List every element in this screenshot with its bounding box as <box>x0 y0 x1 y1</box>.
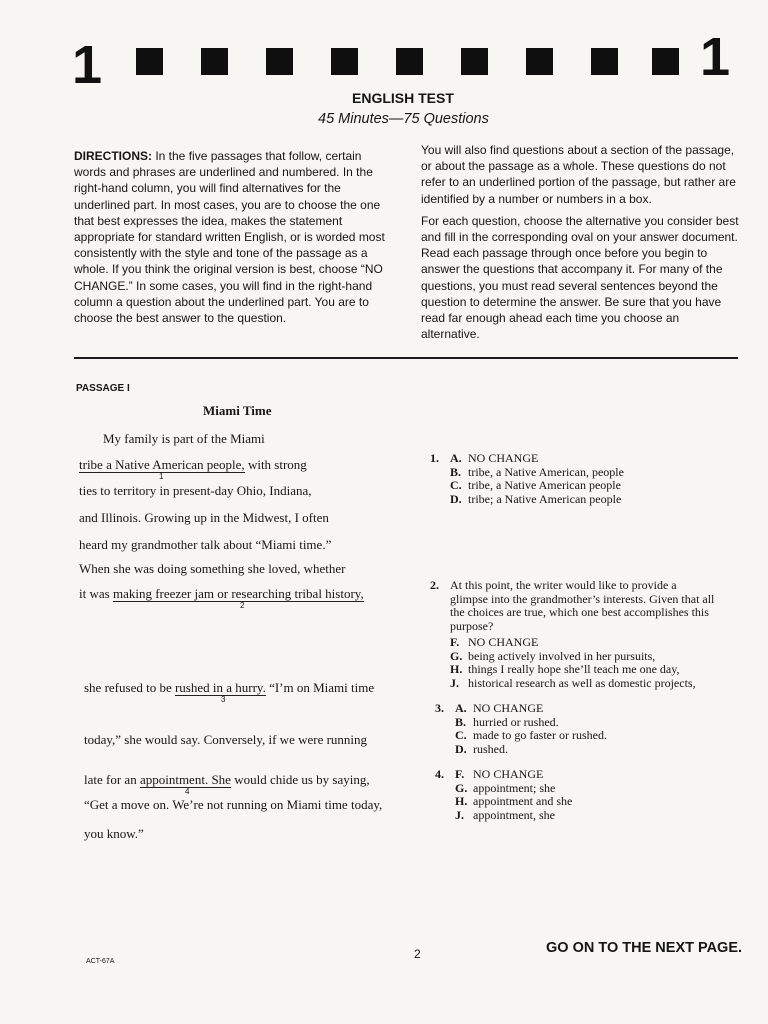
option-text[interactable]: tribe; a Native American people <box>468 491 622 506</box>
option-letter[interactable]: A. <box>455 701 467 715</box>
option-text[interactable]: appointment, she <box>473 807 555 822</box>
directions-right <box>421 142 739 348</box>
question-3 <box>435 702 607 756</box>
passage-line: and Illinois. Growing up in the Midwest, I often <box>79 510 329 525</box>
question-stem: glimpse into the grandmother’s interests. Given that all <box>450 591 715 606</box>
question-marker: 3 <box>220 695 226 704</box>
option-letter[interactable]: D. <box>455 741 467 756</box>
underlined-phrase-2: making freezer jam or researching tribal history, 2 <box>112 586 364 610</box>
option-letter[interactable]: D. <box>450 491 462 506</box>
passage-title: Miami Time <box>203 403 272 418</box>
option-letter[interactable]: A. <box>450 451 462 465</box>
option-text[interactable]: NO CHANGE <box>473 701 544 715</box>
passage-line: it was making freezer jam or researching tribal history, 2 <box>79 586 364 610</box>
passage-line: she refused to be rushed in a hurry. 3 “I’m on Miami time <box>84 680 375 704</box>
question-marker: 1 <box>159 472 164 481</box>
passage-line: heard my grandmother talk about “Miami time.” <box>79 537 332 552</box>
passage-line: My family is part of the Miami <box>103 431 265 446</box>
question-number: 1. <box>430 451 439 465</box>
underlined-phrase-3: rushed in a hurry. 3 <box>174 680 266 704</box>
passage-line: tribe a Native American people, 1 with strong <box>79 457 307 481</box>
header-square <box>331 48 358 75</box>
underlined-phrase-4: appointment. She 4 <box>139 772 231 796</box>
section-number-right: 1 <box>700 27 731 87</box>
option-letter[interactable]: J. <box>455 807 464 822</box>
option-letter[interactable]: C. <box>455 728 467 742</box>
question-marker: 4 <box>184 787 190 796</box>
option-letter[interactable]: C. <box>450 478 462 492</box>
section-divider <box>74 357 738 359</box>
question-marker: 2 <box>239 601 245 610</box>
option-letter[interactable]: B. <box>450 464 462 479</box>
directions-paragraph: You will also find questions about a section of the passage, or about the passage as a whole. These questions do not refer to an underlined portion of the passage, but rather are identified by a number or numbers in a box. <box>421 143 736 206</box>
header-square <box>526 48 553 75</box>
underlined-phrase-1: tribe a Native American people, 1 <box>79 457 245 481</box>
option-text[interactable]: rushed. <box>473 741 508 756</box>
passage-line: When she was doing something she loved, whether <box>79 561 346 576</box>
page-number: 2 <box>414 947 421 961</box>
question-stem: the choices are true, which one best accomplishes this <box>450 605 709 619</box>
header-square <box>591 48 618 75</box>
passage-line: you know.” <box>84 826 144 841</box>
option-text[interactable]: NO CHANGE <box>468 451 539 465</box>
option-text[interactable]: hurried or rushed. <box>473 714 559 729</box>
option-letter[interactable]: H. <box>450 662 463 676</box>
header-square <box>396 48 423 75</box>
question-number: 4. <box>435 767 444 781</box>
header-square <box>136 48 163 75</box>
question-2 <box>430 579 714 690</box>
option-text[interactable]: tribe, a Native American, people <box>468 464 624 479</box>
passage-line: late for an appointment. She 4 would chide us by saying, <box>84 772 370 796</box>
option-text[interactable]: appointment and she <box>473 794 573 808</box>
option-text[interactable]: NO CHANGE <box>468 635 539 649</box>
directions-left <box>74 148 392 332</box>
option-text[interactable]: appointment; she <box>473 780 556 795</box>
option-text[interactable]: being actively involved in her pursuits, <box>468 648 656 663</box>
form-code: ACT-67A <box>86 958 115 965</box>
option-letter[interactable]: J. <box>450 675 459 690</box>
passage-line: today,” she would say. Conversely, if we were running <box>84 732 368 747</box>
option-text[interactable]: made to go faster or rushed. <box>473 728 607 742</box>
option-letter[interactable]: F. <box>450 635 460 649</box>
option-text[interactable]: tribe, a Native American people <box>468 478 621 492</box>
header-square <box>461 48 488 75</box>
option-letter[interactable]: G. <box>450 648 463 663</box>
next-page-notice: GO ON TO THE NEXT PAGE. <box>546 940 743 956</box>
question-number: 3. <box>435 701 444 715</box>
option-letter[interactable]: G. <box>455 780 468 795</box>
page-subtitle: 45 Minutes—75 Questions <box>318 111 489 127</box>
option-letter[interactable]: B. <box>455 714 467 729</box>
question-1 <box>430 452 624 506</box>
passage-label: PASSAGE I <box>76 383 130 394</box>
passage-line: “Get a move on. We’re not running on Miami time today, <box>84 797 383 812</box>
question-stem: purpose? <box>450 618 494 633</box>
passage-line: ties to territory in present-day Ohio, Indiana, <box>79 483 312 498</box>
option-text[interactable]: historical research as well as domestic projects, <box>468 675 696 690</box>
directions-text: In the five passages that follow, certain words and phrases are underlined and numbered. In the right-hand column, you will find alternatives for the underlined part. In most cases, you are to choose the one that best expresses the idea, makes the statement appropriate for standard written English, or is worded most consistently with the style and tone of the passage as a whole. If you think the original version is best, choose “NO CHANGE.” In some cases, you will find in the right-hand column a question about the underlined part. You are to choose the best answer to the question. <box>74 149 385 326</box>
question-number: 2. <box>430 578 439 592</box>
directions-paragraph: For each question, choose the alternative you consider best and fill in the corresponding oval on your answer document. Read each passage through once before you begin to answer the questions that accompany it. For many of the questions, you must read several sentences beyond the question to determine the answer. Be sure that you have read far enough ahead each time you choose an alternative. <box>421 213 739 342</box>
option-text[interactable]: things I really hope she’ll teach me one day, <box>468 662 680 676</box>
header-square <box>652 48 679 75</box>
directions-heading: DIRECTIONS: <box>74 149 152 163</box>
question-stem: At this point, the writer would like to provide a <box>450 578 677 592</box>
header-square <box>266 48 293 75</box>
option-letter[interactable]: F. <box>455 767 465 781</box>
section-number-left: 1 <box>72 35 103 95</box>
question-4 <box>435 768 572 822</box>
header-square <box>201 48 228 75</box>
option-letter[interactable]: H. <box>455 794 468 808</box>
option-text[interactable]: NO CHANGE <box>473 767 544 781</box>
page-title: ENGLISH TEST <box>352 90 454 106</box>
